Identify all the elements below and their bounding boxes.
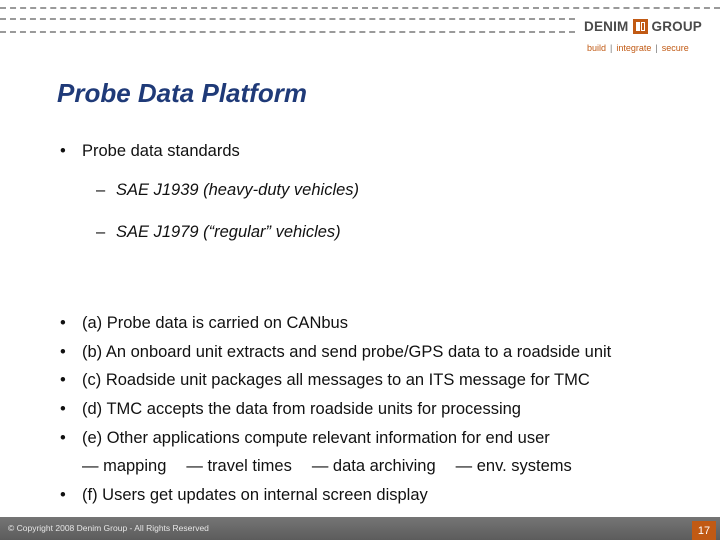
list-item [60,397,611,426]
header-dashed-rule [0,31,575,33]
page-number: 17 [692,521,716,540]
logo-tagline [587,43,689,53]
bullet-marker: • [60,486,66,505]
step-text: (c) Roadside unit packages all messages to an ITS message for TMC [82,371,590,390]
denim-group-logo [584,19,702,34]
step-text: (a) Probe data is carried on CANbus [82,314,348,332]
bullet-marker: • [60,342,66,361]
bullet-probe-data-standards [60,142,240,161]
application-item: — travel times [186,457,292,476]
bullet-marker: • [60,400,66,419]
sub-bullet-sae-j1939 [96,181,359,200]
list-item [60,340,611,369]
tagline-word: build [587,43,607,53]
tagline-word: integrate [616,43,652,53]
sub-bullet-text: SAE J1939 (heavy-duty vehicles) [116,181,360,199]
step-text: (d) TMC accepts the data from roadside units for processing [82,400,521,419]
tagline-separator: | [610,43,613,53]
step-text: (b) An onboard unit extracts and send probe/GPS data to a roadside unit [82,342,612,361]
bullet-marker: • [60,371,66,390]
bullet-text: Probe data standards [82,142,240,160]
step-text: (e) Other applications compute relevant information for end user [82,428,550,447]
sub-bullet-marker: – [96,181,106,199]
sub-bullet-text: SAE J1979 (“regular” vehicles) [116,223,341,241]
application-item: — data archiving [311,457,436,476]
header-dashed-rule [0,18,575,20]
step-text: (f) Users get updates on internal screen display [82,486,428,505]
logo-word-denim: DENIM [584,19,629,34]
sub-bullet-sae-j1979 [96,223,341,242]
slide-title: Probe Data Platform [57,78,307,108]
applications-line [60,454,611,483]
process-steps-list [60,311,611,512]
header-dashed-rule [0,7,720,9]
tagline-separator: | [655,43,658,53]
sub-bullet-marker: – [96,223,106,241]
copyright-notice: © Copyright 2008 Denim Group - All Rights Reserved [8,523,209,533]
bullet-marker: • [60,428,66,447]
application-item: — mapping [82,457,167,476]
logo-mark-icon [633,19,648,34]
logo-word-group: GROUP [651,19,703,34]
list-item [60,368,611,397]
application-item: — env. systems [455,457,572,476]
footer-bar [0,517,720,540]
list-item [60,483,611,512]
tagline-word: secure [661,43,689,53]
bullet-marker: • [60,314,66,332]
list-item [60,311,611,340]
bullet-marker: • [60,142,66,160]
list-item [60,426,611,455]
